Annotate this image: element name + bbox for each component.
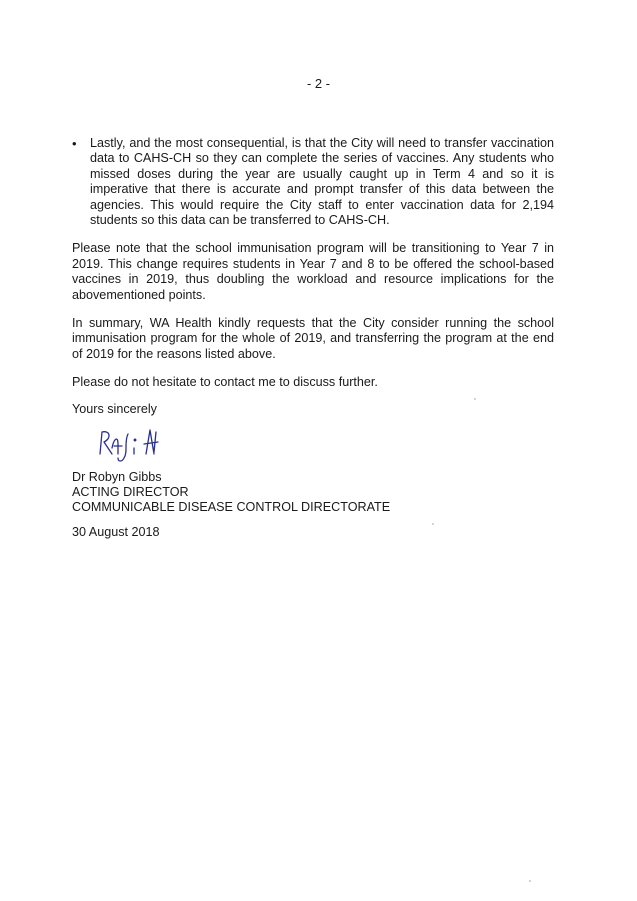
paragraph-summary-request: In summary, WA Health kindly requests that the City consider running the school immunisation program for the whole of 2019, and transferring the program at the end of 2019 for the reasons listed above. bbox=[72, 316, 554, 361]
paragraph-contact: Please do not hesitate to contact me to discuss further. bbox=[72, 375, 378, 390]
letter-date: 30 August 2018 bbox=[72, 525, 160, 540]
signatory-directorate: COMMUNICABLE DISEASE CONTROL DIRECTORATE bbox=[72, 500, 391, 515]
scan-speck bbox=[529, 880, 531, 882]
scan-speck bbox=[432, 523, 434, 525]
signatory-name: Dr Robyn Gibbs bbox=[72, 470, 162, 485]
bullet-item bbox=[72, 136, 554, 228]
bullet-icon: • bbox=[72, 136, 77, 151]
handwritten-signature bbox=[72, 424, 192, 470]
closing-salutation: Yours sincerely bbox=[72, 401, 157, 416]
signature-block bbox=[72, 470, 554, 515]
paragraph-year7-transition: Please note that the school immunisation program will be transitioning to Year 7 in 2019. This change requires students in Year 7 and 8 to be offered the school-based vaccines in 2019, thus doubling the workload and resource implications for the abovementioned points. bbox=[72, 241, 554, 302]
letter-body bbox=[72, 136, 554, 541]
scan-speck bbox=[474, 398, 476, 400]
page-number: - 2 - bbox=[306, 76, 331, 91]
signatory-title: ACTING DIRECTOR bbox=[72, 485, 189, 500]
signature-icon bbox=[94, 424, 184, 470]
bullet-text: Lastly, and the most consequential, is that the City will need to transfer vaccination data to CAHS-CH so they can complete the series of vaccines. Any students who missed doses during the year are usually caught up in Term 4 and so it is imperative that there is accurate and prompt transfer of this data between the agencies. This would require the City staff to enter vaccination data for 2,194 students so this data can be transferred to CAHS-CH. bbox=[90, 136, 554, 228]
